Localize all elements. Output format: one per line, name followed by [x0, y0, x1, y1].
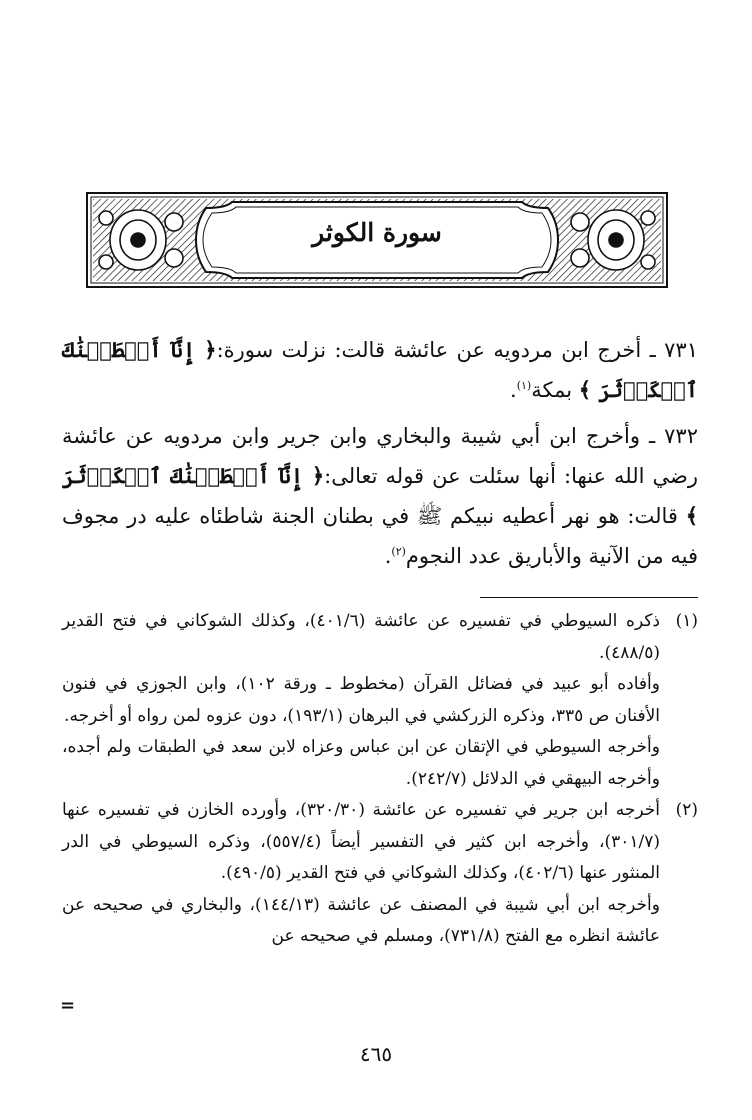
quran-verse: ﴿ إِنَّآ أَعۡطَيۡنَٰكَ ٱلۡكَوۡثَرَ ﴾ [62, 337, 698, 402]
footnote-ref[interactable]: (١) [516, 379, 532, 392]
footnotes [62, 606, 698, 953]
hadith-paragraph: ٧٣٢ ـ وأخرج ابن أبي شيبة والبخاري وابن جرير وابن مردويه عن عائشة رضي الله عنها: أنها سئلت عن قوله تعالى:﴿ إِنَّآ أَعۡطَيۡنَٰكَ ٱلۡكَوۡثَرَ ﴾ قالت: هو نهر أعطيه نبيكم ﷺ في بطنان الجنة شاطئاه عليه در مجوف فيه من الآنية والأباريق عدد النجوم$^{(٢)}$. [62, 424, 698, 568]
footnote-text: أخرجه ابن جرير في تفسيره عن عائشة (٣٢٠/٣٠)، وأورده الخازن في تفسيره عنها (٣٠١/٧)، وأخرجه ابن كثير في التفسير أيضاً (٥٥٧/٤)، وذكره السيوطي في الدر المنثور عنها (٤٠٢/٦)، وكذلك الشوكاني في فتح القدير (٤٩٠/٥). [62, 800, 661, 883]
footnote-ref[interactable]: (٢) [391, 545, 406, 558]
quran-verse: ﴿ إِنَّآ أَعۡطَيۡنَٰكَ ٱلۡكَوۡثَرَ ﴾ [62, 463, 698, 528]
surah-header-frame [86, 192, 668, 288]
hadith-number: ٧٣١ [664, 338, 698, 362]
footnote-1 [62, 606, 698, 795]
footnote-text: وأخرجه السيوطي في الإتقان عن ابن عباس وعزاه لابن سعد في الطبقات ولم أجده، وأخرجه البيهقي في الدلائل (٢٤٢/٧). [62, 737, 660, 789]
main-text [62, 330, 698, 582]
footnote-mark: (٢) [675, 800, 698, 820]
footnote-text: وأفاده أبو عبيد في فضائل القرآن (مخطوط ـ ورقة ١٠٢)، وابن الجوزي في فنون الأفنان ص ٣٣٥، وذكره الزركشي في البرهان (١٩٣/١)، دون عزوه لمن رواه أو أخرجه. [62, 674, 660, 726]
hadith-number: ٧٣٢ [664, 424, 698, 448]
footnote-text: ذكره السيوطي في تفسيره عن عائشة (٤٠١/٦)، وكذلك الشوكاني في فتح القدير (٤٨٨/٥). [62, 611, 660, 663]
footnote-separator [480, 597, 698, 598]
surah-title: سورة الكوثر [312, 218, 442, 247]
hadith-text: وأخرج ابن أبي شيبة والبخاري وابن جرير وابن مردويه عن عائشة رضي الله عنها: أنها سئلت عن قوله تعالى: [62, 424, 698, 488]
hadith-text: أخرج ابن مردويه عن عائشة قالت: نزلت سورة: [216, 338, 642, 362]
footnote-2 [62, 795, 698, 953]
footnote-mark: (١) [675, 611, 698, 631]
continuation-mark: = [60, 995, 76, 1016]
page-number: ٤٦٥ [359, 1042, 393, 1066]
hadith-paragraph: ٧٣١ ـ أخرج ابن مردويه عن عائشة قالت: نزلت سورة:﴿ إِنَّآ أَعۡطَيۡنَٰكَ ٱلۡكَوۡثَرَ ﴾ بمكة$^{(١)}$. [62, 337, 698, 402]
footnote-text: وأخرجه ابن أبي شيبة في المصنف عن عائشة (١٤٤/١٣)، والبخاري في صحيحه عن عائشة انظره مع الفتح (٧٣١/٨)، ومسلم في صحيحه عن [62, 894, 660, 946]
